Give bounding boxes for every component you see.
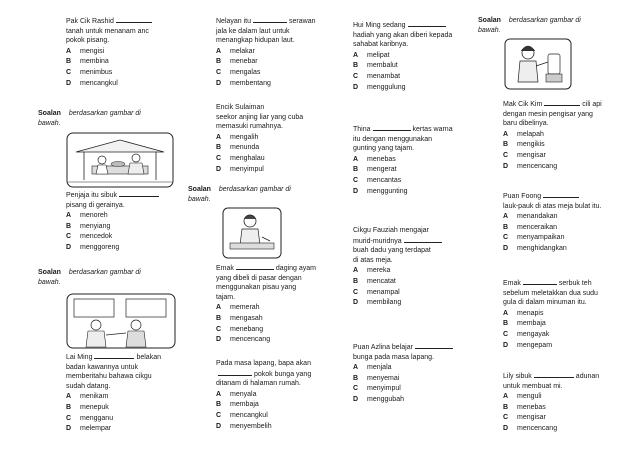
- answer-blank: [236, 263, 274, 270]
- question-text: Emak: [503, 280, 521, 287]
- option-d[interactable]: D mencencang: [503, 162, 558, 170]
- option-a[interactable]: A menoreh: [66, 212, 108, 220]
- option-d[interactable]: D melempar: [66, 425, 112, 433]
- question-text: badan kawannya untuk: [66, 363, 138, 371]
- option-b[interactable]: B mencatat: [353, 277, 396, 285]
- option-b[interactable]: B menebar: [216, 58, 258, 66]
- answer-blank: [523, 278, 557, 285]
- question-text: di atas meja.: [353, 256, 393, 264]
- options-list: [216, 390, 311, 432]
- question-text: jala ke dalam laut untuk: [216, 27, 290, 35]
- section-heading: Soalan berdasarkan gambar di bawah.: [38, 269, 141, 286]
- question-text: Pada masa lapang, bapa akan: [216, 360, 311, 367]
- option-a[interactable]: A mereka: [353, 267, 391, 275]
- question-text: yang dibeli di pasar dengan: [216, 274, 302, 282]
- option-a[interactable]: A mengisi: [66, 47, 105, 55]
- question-text: menangkap hidupan laut.: [216, 37, 295, 45]
- option-d[interactable]: D menghidangkan: [503, 244, 567, 252]
- option-a[interactable]: A melakar: [216, 47, 255, 55]
- options-list: [353, 363, 455, 405]
- section-heading: Soalan berdasarkan gambar di bawah.: [478, 17, 581, 34]
- option-d[interactable]: D mencencang: [216, 336, 271, 344]
- question-text: Pak Cik Rashid: [66, 18, 114, 25]
- option-d[interactable]: D menggulung: [353, 83, 406, 91]
- question-text: sahabat karibnya.: [353, 41, 409, 49]
- option-a[interactable]: A melapah: [503, 130, 544, 138]
- question-text: Encik Sulaiman: [216, 104, 265, 111]
- option-c[interactable]: C mengisar: [503, 151, 546, 159]
- options-list: [353, 51, 452, 93]
- answer-blank: [119, 190, 159, 197]
- question-c2-1: Nelayan itu serawan jala ke dalam laut untuk menangkap hidupan laut. A melakar B menebar C mengalas D membentang: [216, 16, 316, 89]
- blender-illustration: [504, 38, 572, 90]
- question-c2-4: Pada masa lapang, bapa akan pokok bunga yang ditanam di halaman rumah. A menyala B membaja C mencangkul D menyembelih: [216, 359, 311, 432]
- question-text: lauk-pauk di atas meja bulat itu.: [503, 202, 602, 210]
- question-text: pisang di gerainya.: [66, 201, 125, 209]
- option-d[interactable]: D menggunting: [353, 187, 408, 195]
- option-c[interactable]: C mencantas: [353, 176, 402, 184]
- option-c[interactable]: C mengisar: [503, 414, 546, 422]
- option-d[interactable]: D mengepam: [503, 341, 553, 349]
- question-text: Emak: [216, 265, 234, 272]
- option-b[interactable]: B membaja: [216, 401, 259, 409]
- question-text: ditanam di halaman rumah.: [216, 380, 301, 388]
- option-c[interactable]: C menimbus: [66, 68, 113, 76]
- section-heading: Soalan berdasarkan gambar di bawah.: [38, 110, 141, 127]
- question-text: Lai Ming: [66, 354, 93, 361]
- option-c[interactable]: C menghalau: [216, 154, 265, 162]
- option-b[interactable]: B menunda: [216, 144, 260, 152]
- question-text: sudah datang.: [66, 382, 111, 390]
- option-b[interactable]: B membalut: [353, 62, 398, 70]
- question-text: Hui Ming sedang: [353, 22, 406, 29]
- option-b[interactable]: B menyiang: [66, 222, 111, 230]
- question-c1-3: Lai Ming belakan badan kawannya untuk memberitahu bahawa cikgu sudah datang. A menikam B menepuk C mengganu D melempar: [66, 352, 161, 435]
- question-text: menggunakan pisau yang: [216, 284, 297, 292]
- option-a[interactable]: A menikam: [66, 393, 109, 401]
- question-c1-1: [66, 16, 154, 89]
- option-c[interactable]: C mengalas: [216, 68, 261, 76]
- question-text: tajam.: [216, 293, 236, 301]
- option-b[interactable]: B menepuk: [66, 403, 109, 411]
- question-c4-2: [503, 191, 601, 255]
- question-c3-2: Thina kertas warna itu dengan menggunakan gunting yang tajam. A menebas B mengerat C mencantas D menggunting: [353, 124, 453, 197]
- kitchen-illustration: [222, 207, 282, 259]
- question-c4-1: Mak Cik Kim cili api dengan mesin pengisar yang baru dibelinya. A melapah B mengikis C mengisar D mencencang: [503, 99, 602, 172]
- question-text: gula di dalam minuman itu.: [503, 299, 587, 307]
- question-text: memberitahu bahawa cikgu: [66, 373, 152, 381]
- question-text: tanah untuk menanam anc: [66, 27, 149, 35]
- options-list: [503, 309, 598, 351]
- options-list: [66, 392, 161, 434]
- option-d[interactable]: D mencencang: [503, 424, 558, 432]
- question-text: itu dengan menggunakan: [353, 135, 433, 143]
- answer-blank: [415, 342, 453, 349]
- option-b[interactable]: B membina: [66, 58, 109, 66]
- option-b[interactable]: B menyemai: [353, 374, 400, 382]
- option-d[interactable]: D menggoreng: [66, 243, 120, 251]
- question-text: dengan mesin pengisar yang: [503, 110, 593, 118]
- option-d[interactable]: D membentang: [216, 79, 271, 87]
- question-text: sebelum meletakkan dua sudu: [503, 289, 598, 297]
- option-d[interactable]: D menyimpul: [216, 165, 264, 173]
- answer-blank: [253, 16, 287, 23]
- option-a[interactable]: A menguli: [503, 393, 542, 401]
- question-text: pokok pisang.: [66, 37, 110, 45]
- question-c4-3: Emak serbuk teh sebelum meletakkan dua sudu gula di dalam minuman itu. A menapis B membaja C mengayak D mengepam: [503, 278, 598, 351]
- options-list: [503, 212, 601, 254]
- option-c[interactable]: C mencedok: [66, 233, 113, 241]
- option-a[interactable]: A memerah: [216, 304, 260, 312]
- question-text: Penjaja itu sibuk: [66, 192, 117, 199]
- answer-blank: [218, 369, 252, 376]
- answer-blank: [116, 16, 152, 23]
- option-c[interactable]: C menyimpul: [353, 385, 401, 393]
- option-b[interactable]: B mengasah: [216, 314, 263, 322]
- question-c1-2: [66, 190, 161, 254]
- option-c[interactable]: C menebang: [216, 325, 264, 333]
- question-text: Mak Cik Kim: [503, 101, 543, 108]
- answer-blank: [408, 20, 446, 27]
- question-c3-3: Cikgu Fauziah mengajar murid-muridnya buah dadu yang terdapat di atas meja. A mereka B mencatat C menampal D membilang: [353, 226, 444, 309]
- options-list: [66, 211, 161, 253]
- question-c2-3: Emak daging ayam yang dibeli di pasar dengan menggunakan pisau yang tajam. A memerah B mengasah C menebang D mencencang: [216, 263, 316, 346]
- option-c[interactable]: C menambat: [353, 72, 401, 80]
- option-c[interactable]: C mencangkul: [216, 411, 268, 419]
- section-heading: Soalan berdasarkan gambar di bawah.: [188, 186, 291, 203]
- option-b[interactable]: B mengikis: [503, 141, 545, 149]
- option-b[interactable]: B mengerat: [353, 166, 397, 174]
- question-c3-1: [353, 20, 452, 93]
- question-text: Puan Foong: [503, 193, 542, 200]
- question-text: Thina: [353, 126, 371, 133]
- option-c[interactable]: C mengganu: [66, 414, 114, 422]
- option-a[interactable]: A menjala: [353, 364, 392, 372]
- question-text: hadiah yang akan diberi kepada: [353, 31, 453, 39]
- option-c[interactable]: C mengayak: [503, 330, 550, 338]
- question-text: untuk membuat mi.: [503, 382, 563, 390]
- option-a[interactable]: A menyala: [216, 390, 257, 398]
- question-text: bunga pada masa lapang.: [353, 353, 434, 361]
- option-a[interactable]: A menebas: [353, 155, 396, 163]
- option-b[interactable]: B menebas: [503, 403, 546, 411]
- question-text: gunting yang tajam.: [353, 145, 415, 153]
- question-c2-2: [216, 103, 303, 175]
- answer-blank: [544, 99, 580, 106]
- option-d[interactable]: D menggubah: [353, 395, 404, 403]
- option-c[interactable]: C menampal: [353, 288, 400, 296]
- question-text: Nelayan itu: [216, 18, 252, 25]
- answer-blank: [404, 236, 442, 243]
- options-list: [353, 155, 453, 197]
- option-d[interactable]: D mencangkul: [66, 79, 118, 87]
- answer-blank: [534, 371, 574, 378]
- option-d[interactable]: D membilang: [353, 299, 402, 307]
- answer-blank: [94, 352, 134, 359]
- option-a[interactable]: A melipat: [353, 51, 390, 59]
- question-c3-4: [353, 342, 455, 406]
- answer-blank: [543, 191, 579, 198]
- options-list: [216, 303, 316, 345]
- stall-illustration: [66, 132, 174, 188]
- question-c4-4: Lily sibuk adunan untuk membuat mi. A menguli B menebas C mengisar D mencencang: [503, 371, 599, 435]
- options-list: [503, 130, 602, 172]
- question-text: Cikgu Fauziah mengajar: [353, 227, 429, 234]
- options-list: [353, 266, 444, 308]
- option-d[interactable]: D menyembelih: [216, 422, 272, 430]
- option-b[interactable]: B membaja: [503, 320, 546, 328]
- question-text: Lily sibuk: [503, 373, 532, 380]
- option-a[interactable]: A menapis: [503, 309, 544, 317]
- option-a[interactable]: A mengalih: [216, 133, 259, 141]
- options-list: [216, 133, 303, 175]
- answer-blank: [373, 124, 411, 131]
- option-c[interactable]: C menyampaikan: [503, 234, 565, 242]
- options-list: [503, 392, 599, 434]
- question-text: Puan Azlina belajar: [353, 344, 413, 351]
- question-text: memasuki rumahnya.: [216, 123, 283, 131]
- question-text: baru dibelinya.: [503, 120, 549, 128]
- option-b[interactable]: B menceraikan: [503, 223, 558, 231]
- options-list: [66, 47, 154, 89]
- options-list: [216, 47, 316, 89]
- option-a[interactable]: A menandakan: [503, 213, 558, 221]
- bus-illustration: [66, 293, 176, 349]
- question-text: seekor anjing liar yang cuba: [216, 113, 304, 121]
- question-text: buah dadu yang terdapat: [353, 247, 431, 255]
